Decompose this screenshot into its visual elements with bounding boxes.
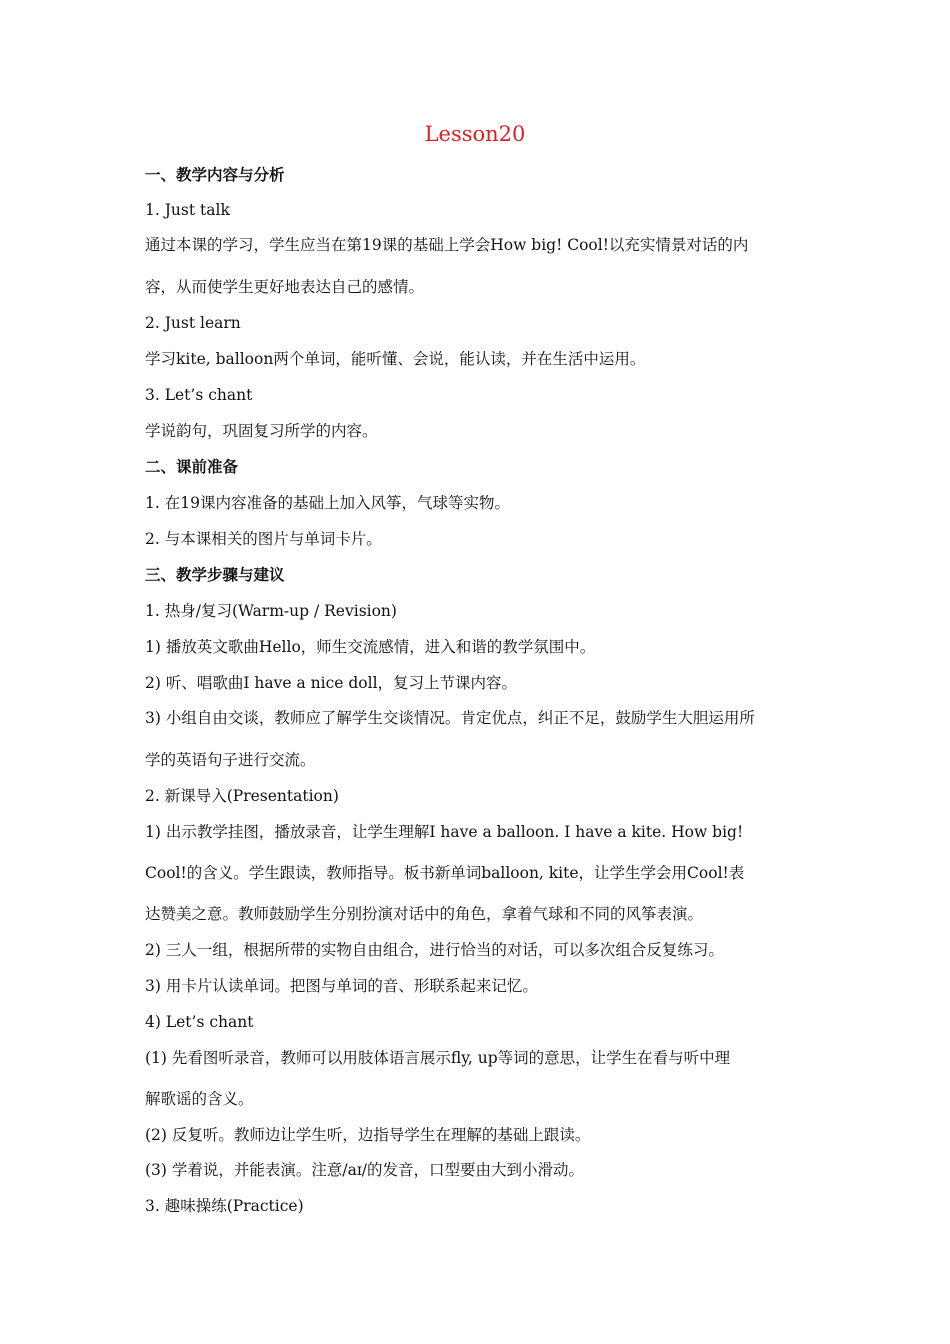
paragraph-line: 3) 用卡片认读单词。把图与单词的音、形联系起来记忆。 <box>145 977 538 995</box>
section-heading: 二、课前准备 <box>145 458 239 476</box>
paragraph-line: 1. Just talk <box>145 201 230 219</box>
paragraph-line: (1) 先看图听录音，教师可以用肢体语言展示fly, up等词的意思，让学生在看与听中理 <box>145 1049 731 1067</box>
paragraph-line: 2) 听、唱歌曲I have a nice doll，复习上节课内容。 <box>145 674 518 692</box>
paragraph-line: 通过本课的学习，学生应当在第19课的基础上学会How big! Cool!以充实情景对话的内 <box>145 236 749 254</box>
paragraph-line: (3) 学着说，并能表演。注意/aɪ/的发音，口型要由大到小滑动。 <box>145 1161 585 1179</box>
section-heading: 三、教学步骤与建议 <box>145 566 285 584</box>
paragraph-line: Cool!的含义。学生跟读，教师指导。板书新单词balloon, kite，让学生学会用Cool!表 <box>145 864 745 882</box>
paragraph-line: 学的英语句子进行交流。 <box>145 751 316 769</box>
paragraph-line: 学习kite, balloon两个单词，能听懂、会说，能认读，并在生活中运用。 <box>145 350 646 368</box>
paragraph-line: 4) Let’s chant <box>145 1013 254 1031</box>
paragraph-line: 1) 出示教学挂图，播放录音，让学生理解I have a balloon. I have a kite. How big! <box>145 823 744 841</box>
paragraph-line: 2) 三人一组，根据所带的实物自由组合，进行恰当的对话，可以多次组合反复练习。 <box>145 941 724 959</box>
section-heading: 一、教学内容与分析 <box>145 166 285 184</box>
paragraph-line: 容，从而使学生更好地表达自己的感情。 <box>145 278 425 296</box>
paragraph-line: 3) 小组自由交谈，教师应了解学生交谈情况。肯定优点，纠正不足，鼓励学生大胆运用所 <box>145 709 755 727</box>
document-title: Lesson20 <box>424 122 526 146</box>
paragraph-line: 达赞美之意。教师鼓励学生分别扮演对话中的角色，拿着气球和不同的风筝表演。 <box>145 905 704 923</box>
paragraph-line: 2. 与本课相关的图片与单词卡片。 <box>145 530 382 548</box>
paragraph-line: (2) 反复听。教师边让学生听，边指导学生在理解的基础上跟读。 <box>145 1126 591 1144</box>
paragraph-line: 3. Let’s chant <box>145 386 253 404</box>
paragraph-line: 1. 热身/复习(Warm-up / Revision) <box>145 602 397 620</box>
paragraph-line: 2. Just learn <box>145 314 241 332</box>
paragraph-line: 学说韵句，巩固复习所学的内容。 <box>145 422 378 440</box>
paragraph-line: 1. 在19课内容准备的基础上加入风筝，气球等实物。 <box>145 494 510 512</box>
paragraph-line: 2. 新课导入(Presentation) <box>145 787 339 805</box>
paragraph-line: 解歌谣的含义。 <box>145 1090 254 1108</box>
paragraph-line: 3. 趣味操练(Practice) <box>145 1197 304 1215</box>
paragraph-line: 1) 播放英文歌曲Hello，师生交流感情，进入和谐的教学氛围中。 <box>145 638 596 656</box>
